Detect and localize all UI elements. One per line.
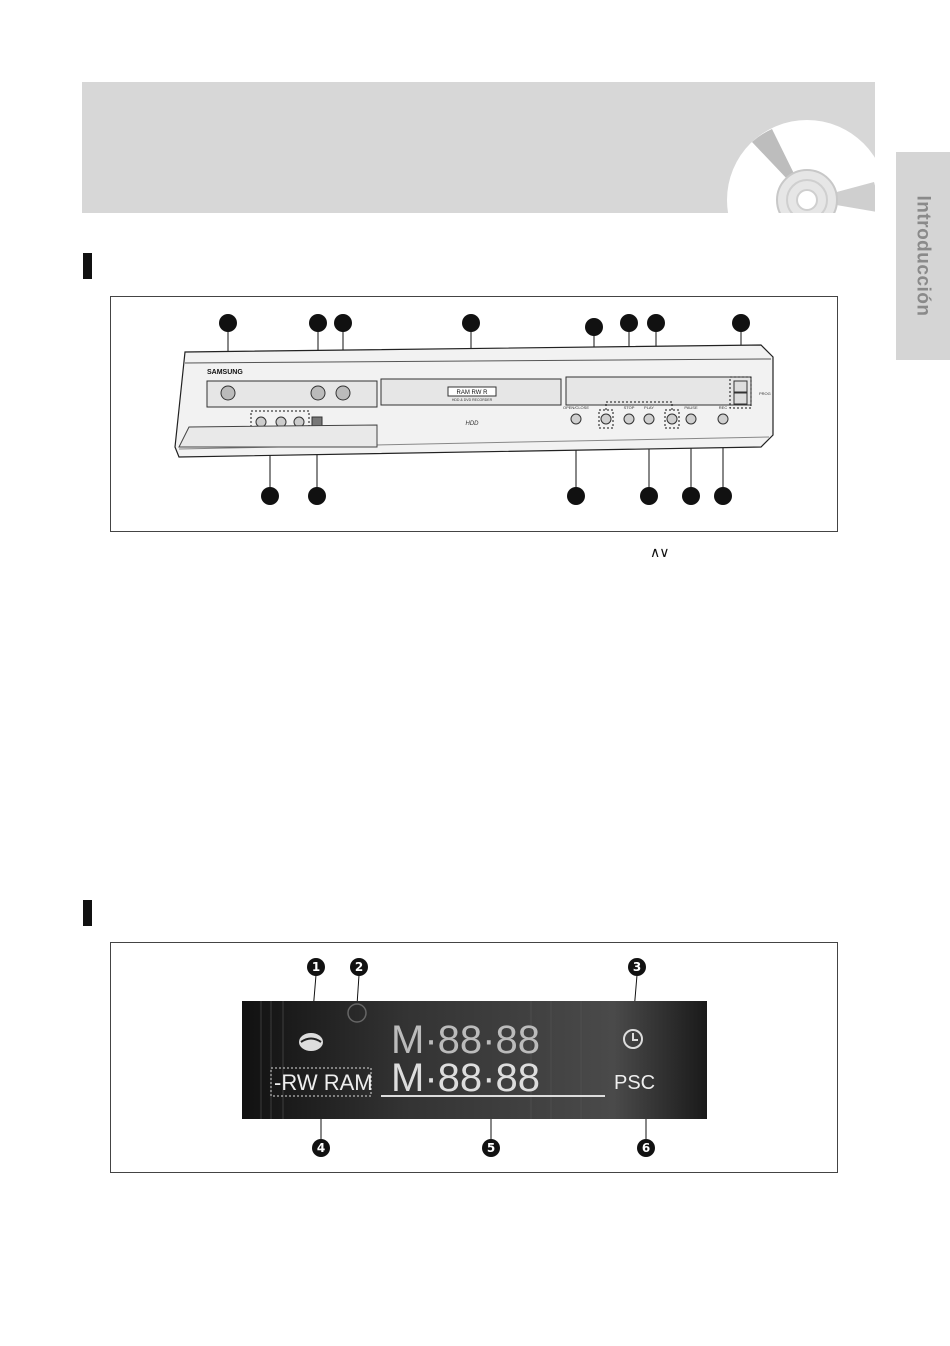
segment-top: M·88·88 (391, 1018, 540, 1062)
segment-bottom: M·88·88 (391, 1056, 540, 1100)
callout-marker (714, 487, 732, 505)
vfd-display-illustration (111, 943, 837, 1172)
callout-marker (585, 318, 603, 336)
callout-marker (334, 314, 352, 332)
front-display-figure (110, 942, 838, 1173)
callout-marker (732, 314, 750, 332)
disc-type-indicator: -RW RAM (274, 1070, 373, 1095)
callout-3: 3 (628, 958, 646, 976)
callout-marker (462, 314, 480, 332)
callout-marker (682, 487, 700, 505)
callout-marker (219, 314, 237, 332)
play-label: PLAY (644, 405, 654, 410)
rec-label: REC (718, 405, 728, 410)
brand-logo: SAMSUNG (207, 369, 243, 376)
disc-tray-label: RAM RW R (456, 390, 488, 396)
callout-marker (308, 487, 326, 505)
callout-4: 4 (312, 1139, 330, 1157)
side-tab-label: Introducción (913, 195, 934, 317)
up-down-arrows-note: ∧∨ (650, 545, 669, 561)
pause-label: PAUSE (684, 405, 698, 410)
callout-2: 2 (350, 958, 368, 976)
open-close-label: OPEN/CLOSE (562, 405, 590, 410)
section-marker-front-panel (83, 253, 92, 279)
callout-marker (567, 487, 585, 505)
callout-marker (261, 487, 279, 505)
callout-5: 5 (482, 1139, 500, 1157)
prog-label: PROG (759, 391, 771, 396)
section-marker-display (83, 900, 92, 926)
callout-marker (309, 314, 327, 332)
callout-marker (620, 314, 638, 332)
psc-indicator: PSC (614, 1072, 656, 1094)
section-side-tab (896, 152, 950, 360)
callout-marker (647, 314, 665, 332)
front-panel-figure (110, 296, 838, 532)
callout-marker (640, 487, 658, 505)
cd-disc-icon (82, 82, 875, 213)
stop-label: STOP (623, 405, 635, 410)
callout-6: 6 (637, 1139, 655, 1157)
disc-tray-sublabel: HDD & DVD RECORDER (451, 398, 493, 402)
callout-1: 1 (307, 958, 325, 976)
chapter-header-band (82, 82, 875, 213)
hdd-badge: HDD (465, 421, 479, 427)
